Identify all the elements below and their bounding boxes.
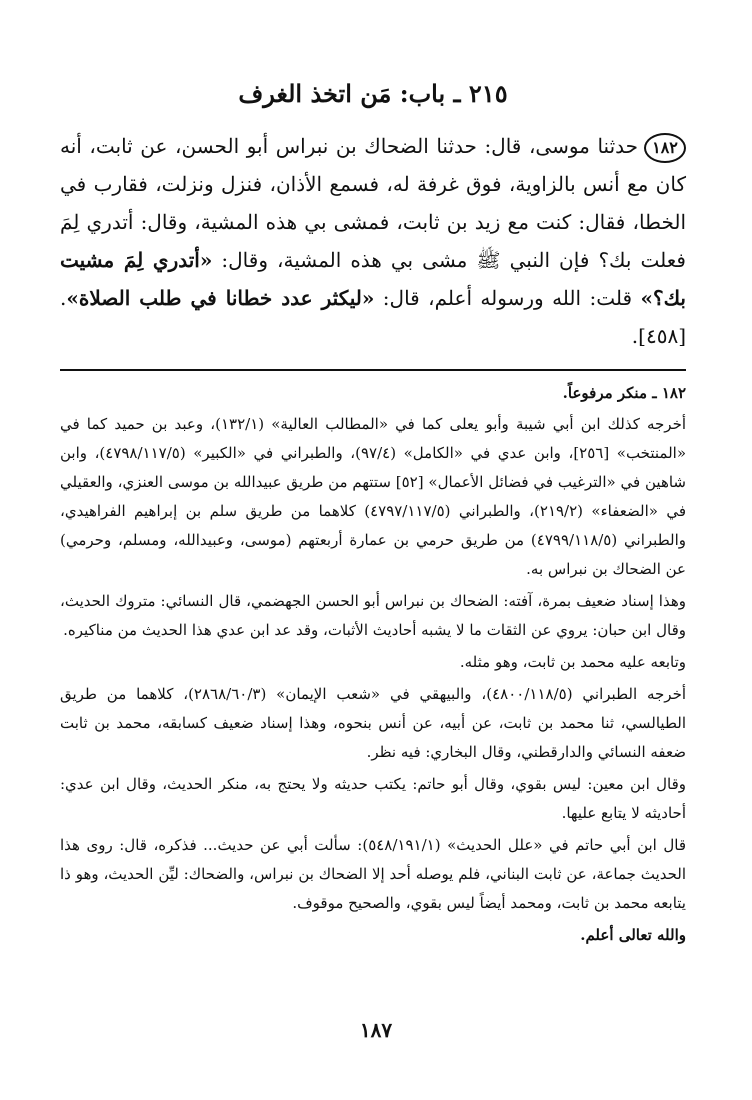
footnotes [60, 379, 686, 950]
hadith-mid: قلت: الله ورسوله أعلم، قال: [374, 285, 641, 310]
footnote-paragraph: وتابعه عليه محمد بن ثابت، وهو مثله. [459, 652, 686, 671]
hadith-reference: . [٤٥٨]. [60, 285, 686, 348]
page-body [60, 70, 686, 953]
footnote-divider [60, 369, 686, 371]
footnote-paragraph: وهذا إسناد ضعيف بمرة، آفته: الضحاك بن نبراس أبو الحسن الجهضمي، قال النسائي: متروك الحديث، وقال ابن حبان: يروي عن الثقات ما لا يشبه أحاديث الأثبات، وقد عد ابن عدي هذا الحديث من مناكيره. [60, 591, 686, 639]
footnote-heading: ١٨٢ ـ منكر مرفوعاً. [562, 383, 686, 402]
footnote-paragraph: أخرجه الطبراني (٤٨٠٠/١١٨/٥)، والبيهقي في «شعب الإيمان» (٢٨٦٨/٦٠/٣)، كلاهما من طريق الطيالسي، ثنا محمد بن ثابت، عن أبيه، عن أنس بنحوه، وهذا إسناد ضعيف كسابقه، محمد بن ثابت ضعفه النسائي والدارقطني، وقال البخاري: فيه نظر. [60, 684, 687, 761]
chapter-title: ٢١٥ ـ باب: مَن اتخذ الغرف [238, 79, 508, 108]
closing-phrase: والله تعالى أعلم. [580, 925, 686, 944]
hadith-quote-2: «ليكثر عدد خطانا في طلب الصلاة» [66, 285, 375, 310]
hadith-text [60, 127, 686, 355]
footnote-paragraph: قال ابن أبي حاتم في «علل الحديث» (٥٤٨/١٩١/١): سألت أبي عن حديث... فذكره، قال: روى هذا الحديث جماعة، عن ثابت البناني، فلم يوصله أحد إلا الضحاك بن نبراس، والضحاك: ليِّن الحديث، وهو ذا يتابعه محمد بن ثابت، ومحمد أيضاً ليس بقوي، والصحيح موقوف. [60, 835, 687, 912]
page-number: ١٨٧ [359, 1018, 393, 1042]
footnote-paragraph: أخرجه كذلك ابن أبي شيبة وأبو يعلى كما في «المطالب العالية» (١٣٢/١)، وعبد بن حميد كما في «المنتخب» [٢٥٦]، وابن عدي في «الكامل» (٩٧/٤)، والطبراني في «الكبير» (٤٧٩٨/١١٧/٥)، وابن شاهين في «الترغيب في فضائل الأعمال» [٥٢] ستتهم من طريق عبيدالله بن موسى العنزي، والعقيلي في «الضعفاء» (٢١٩/٢)، والطبراني (٤٧٩٧/١١٧/٥) كلاهما من طريق سلم بن إبراهيم الفراهيدي، والطبراني (٤٧٩٩/١١٨/٥) من طريق حرمي بن عمارة أربعتهم (موسى، وعبيدالله، ومسلم، وحرمي) عن الضحاك بن نبراس به. [60, 414, 687, 578]
hadith-number-badge: ١٨٢ [644, 133, 686, 163]
hadith-quote-1: «أتدري لِمَ مشيت بك؟» [60, 247, 686, 310]
footnote-paragraph: وقال ابن معين: ليس بقوي، وقال أبو حاتم: يكتب حديثه ولا يحتج به، منكر الحديث، وقال ابن عدي: أحاديثه لا يتابع عليها. [60, 774, 686, 822]
hadith-intro: حدثنا موسى، قال: حدثنا الضحاك بن نبراس أبو الحسن، عن ثابت، أنه كان مع أنس بالزاوية، فوق غرفة له، فسمع الأذان، فنزل ونزلت، فقارب في الخطا، فقال: كنت مع زيد بن ثابت، فمشى بي هذه المشية، وقال: أتدري لِمَ فعلت بك؟ فإن النبي ﷺ مشى بي هذه المشية، وقال: [60, 133, 686, 272]
